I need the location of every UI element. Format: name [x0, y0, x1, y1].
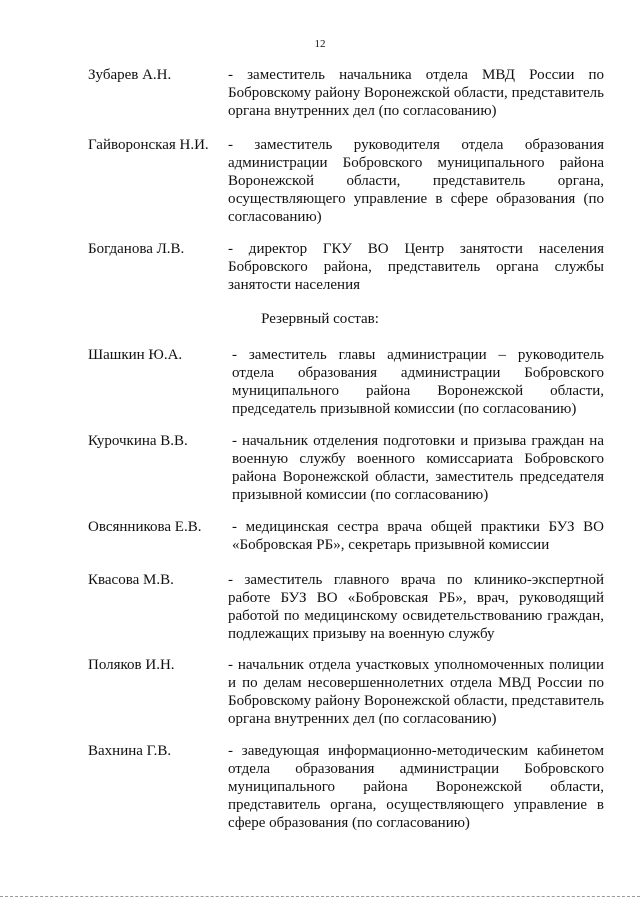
member-name: Зубарев А.Н.	[88, 67, 172, 83]
member-role: - медицинская сестра врача общей практики БУЗ ВО «Бобровская РБ», секретарь призывной комиссии	[232, 519, 604, 553]
member-role: - заведующая информационно-методическим кабинетом отдела образования администрации Бобровского муниципального района Воронежской области, представитель органа, осуществляющего управление в сфере образования (по согласованию)	[228, 743, 604, 831]
member-name: Гайворонская Н.И.	[88, 137, 209, 153]
member-name: Курочкина В.В.	[88, 433, 188, 449]
member-role: - директор ГКУ ВО Центр занятости населения Бобровского района, представитель органа службы занятости населения	[228, 241, 604, 293]
member-role: - начальник отдела участковых уполномоченных полиции и по делам несовершеннолетних отдела МВД России по Бобровскому району Воронежской области, представитель органа внутренних дел (по согласованию)	[228, 657, 604, 727]
member-name: Овсянникова Е.В.	[88, 519, 202, 535]
member-role: - заместитель руководителя отдела образования администрации Бобровского муниципального района Воронежской области, представитель органа, осуществляющего управление в сфере образования (по согласованию)	[228, 137, 604, 225]
member-name: Квасова М.В.	[88, 572, 174, 588]
member-role: - заместитель главы администрации – руководитель отдела образования администрации Бобровского муниципального района Воронежской области, председатель призывной комиссии (по согласованию)	[232, 347, 604, 417]
member-name: Поляков И.Н.	[88, 657, 175, 673]
member-name: Богданова Л.В.	[88, 241, 185, 257]
page-number: 12	[314, 38, 326, 50]
member-name: Вахнина Г.В.	[88, 743, 172, 759]
member-role: - начальник отделения подготовки и призыва граждан на военную службу военного комиссариата Бобровского района Воронежской области, заместитель председателя призывной комиссии (по согласованию)	[232, 433, 604, 503]
member-role: - заместитель главного врача по клинико-экспертной работе БУЗ ВО «Бобровская РБ», врач, руководящий работой по медицинскому освидетельствованию граждан, подлежащих призыву на военную службу	[228, 572, 604, 642]
member-name: Шашкин Ю.А.	[88, 347, 183, 363]
reserve-section-title: Резервный состав:	[261, 311, 379, 327]
member-role: - заместитель начальника отдела МВД России по Бобровскому району Воронежской области, представитель органа внутренних дел (по согласованию)	[228, 67, 604, 119]
